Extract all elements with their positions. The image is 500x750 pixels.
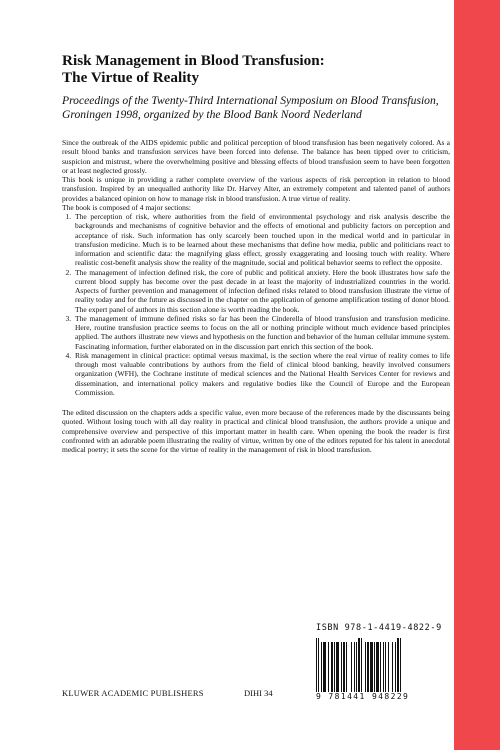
barcode-bar — [397, 638, 399, 692]
closing-paragraph: The edited discussion on the chapters adds a specific value, even more because of the references made by the discussants being quoted. Without losing touch with all day reality in practical and clinical blood transfusion, the authors provide a unique and comprehensive overview and perspective of this important matter in health care. When opening the book the reader is first confronted with an adorable poem illustrating the reality of virtue, written by one of the editors reputed for his talent in anecdotal medical poetry; it sets the scene for the virtue of reality in the management of risk in blood transfusion. — [62, 408, 450, 454]
barcode-bar — [318, 638, 319, 692]
section-item: 2. The management of infection defined risk, the core of public and political anxiety. Here the book illustrates how safe the current blood supply has become over the past decade in at least the majority of industrialized countries in the world. Aspects of further prevention and management of infection defined risks related to blood transfusion illustrate the virtue of reality today and for the future as discussed in the chapter on the application of genome amplification testing of donor blood. The expert panel of authors in this section alone is worth reading the book. — [73, 268, 450, 314]
section-item: 3. The management of immune defined risks so far has been the Cinderella of blood transfusion and transfusion medicine. Here, routine transfusion practice seems to focus on the all or nothing principle without much evidence based principles applied. The authors illustrate new views and hypothesis on the function and behavior of the human cellular immune system. Fascinating information, further elaborated on in the discussion part enrich this section of the book. — [73, 314, 450, 351]
barcode-bar — [354, 642, 355, 692]
barcode-bar — [316, 638, 317, 692]
book-title-line1: Risk Management in Blood Transfusion: — [62, 52, 325, 69]
section-item: 1. The perception of risk, where authorities from the field of environmental psychology and risk analysis describe the backgrounds and mechanisms of cognitive behavior and the effects of emotional and publicity factors on perception and acceptance of risk. Such information has only scarcely been touched upon in the medical world and in particular in transfusion medicine. Much is to be learned about these mechanisms that define how media, public and politicians react to information and scientific data: the magnifying glass effect, grossly exaggerating and loosing touch with reality. Where realistic cost-benefit analysis show the reality of the magnitude, social and political behavior seems to reflect the opposite. — [73, 212, 450, 268]
barcode-bar — [367, 642, 369, 692]
barcode-bar — [328, 642, 329, 692]
intro-paragraph: Since the outbreak of the AIDS epidemic public and political perception of blood transfusion has been negatively colored. As a result blood banks and transfusion services have been forced into defense. The balance has been tipped over to criticism, suspicion and mistrust, where the overwhelming positive and blessing effects of blood transfusion seem to have been forgotten or at least neglected grossly. — [62, 138, 450, 175]
barcode-bar — [323, 642, 326, 692]
barcode-bar — [374, 642, 375, 692]
barcode-bar — [356, 642, 357, 692]
sections-intro: The book is composed of 4 major sections: — [62, 202, 191, 212]
barcode-bar — [380, 642, 381, 692]
barcode-bar — [341, 642, 342, 692]
book-title — [62, 52, 450, 86]
section-item: 4. Risk management in clinical practice: optimal versus maximal, is the section where the real virtue of reality comes to life through most valuable contributions by authors from the field of clinical blood banking, heavily involved consumers organization (WFH), the Cochrane institute of medical sciences and the National Health Services Center for reviews and dissemination, and international policy makers and regulative bodies like the Council of Europe and the European Commission. — [73, 351, 450, 397]
barcode-bar — [388, 642, 389, 692]
barcode-bar — [336, 642, 339, 692]
book-subtitle: Proceedings of the Twenty-Third International Symposium on Blood Transfusion, Groningen 1998, organized by the Blood Bank Noord Nederland — [62, 94, 439, 121]
barcode-bar — [343, 642, 345, 692]
isbn-barcode-block — [316, 623, 453, 701]
barcode-digits: 9 781441 948229 — [316, 692, 410, 701]
barcode-icon — [316, 638, 453, 692]
sections-list — [62, 212, 450, 397]
publisher-name: KLUWER ACADEMIC PUBLISHERS — [62, 688, 204, 698]
series-code: DIHI 34 — [244, 688, 273, 698]
barcode-bar — [385, 642, 386, 692]
barcode-bar — [351, 642, 352, 692]
barcode-bar — [346, 642, 347, 692]
red-spine-stripe — [454, 0, 500, 750]
isbn-number: ISBN 978-1-4419-4822-9 — [316, 623, 442, 633]
back-cover-text — [62, 52, 450, 454]
barcode-bar — [395, 642, 396, 692]
barcode-bar — [358, 638, 360, 692]
barcode-bar — [383, 642, 384, 692]
overview-paragraph: This book is unique in providing a rather complete overview of the various aspects of risk perception in relation to blood transfusion. Inspired by an unequalled authority like Dr. Harvey Alter, an extremely competent and talented panel of authors provides a balanced opinion on how to manage risk in blood transfusion. A true virtue of reality. — [62, 175, 450, 203]
barcode-bar — [400, 638, 401, 692]
barcode-bar — [331, 642, 333, 692]
blurb — [62, 138, 450, 454]
barcode-bar — [321, 642, 322, 692]
barcode-bar — [365, 642, 366, 692]
barcode-bar — [376, 642, 379, 692]
book-title-line2: The Virtue of Reality — [62, 69, 200, 86]
barcode-bar — [370, 642, 372, 692]
barcode-bar — [392, 642, 393, 692]
barcode-bar — [334, 642, 335, 692]
barcode-bar — [361, 638, 362, 692]
